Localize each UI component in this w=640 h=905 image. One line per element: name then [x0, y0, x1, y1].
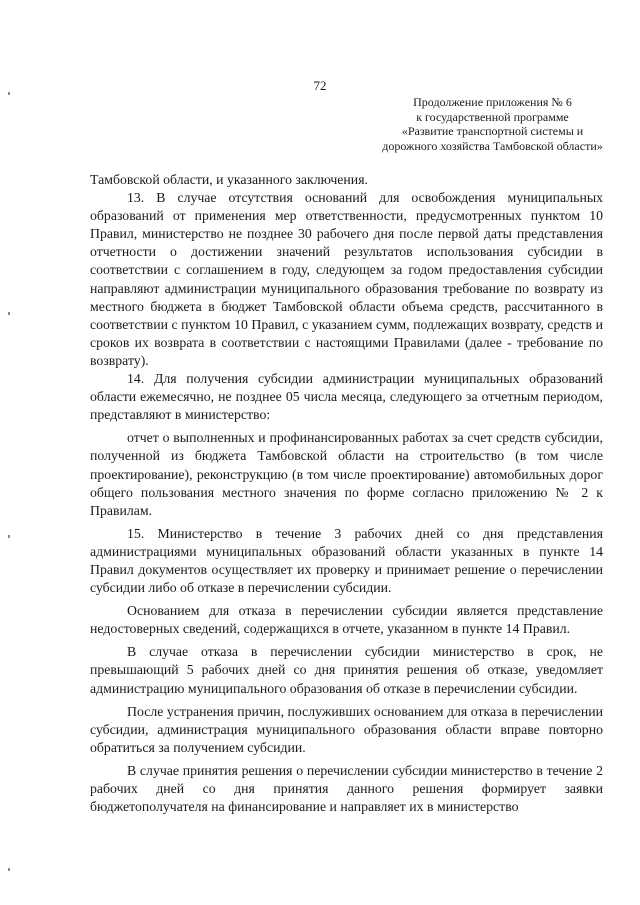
- paragraph-transfer-decision: В случае принятия решения о перечислении субсидии министерство в течение 2 рабочих дней со дня принятия данного решения формирует заявки бюджетополучателя на финансирование и направляет их в министерство: [90, 762, 603, 815]
- paragraph-reapply: После устранения причин, послуживших основанием для отказа в перечислении субсидии, администрация муниципального образования области вправе повторно обратиться за получением субсидии.: [90, 703, 603, 755]
- paragraph-report: отчет о выполненных и профинансированных работах за счет средств субсидии, полученной из бюджета Тамбовской области на строительство (в том числе проектирование), реконструкцию (в том числе проектирование) автомобильных дорог общего пользования местного значения по форме согласно приложению № 2 к Правилам.: [90, 430, 603, 518]
- scan-edge-mark: [8, 92, 10, 95]
- paragraph-refusal-basis: Основанием для отказа в перечислении субсидии является представление недостоверных сведений, содержащихся в отчете, указанном в пункте 14 Правил.: [90, 603, 603, 637]
- appendix-header-line: дорожного хозяйства Тамбовской области»: [382, 138, 603, 153]
- appendix-header-line: Продолжение приложения № 6: [413, 95, 572, 109]
- appendix-header-line: «Развитие транспортной системы и: [401, 124, 584, 138]
- paragraph-clause-15: 15. Министерство в течение 3 рабочих дней со дня представления администрациями муниципальных образований области указанных в пункте 14 Правил документов осуществляет их проверку и принимает решение о перечислении субсидии либо об отказе в перечислении субсидии.: [90, 525, 603, 596]
- scan-edge-mark: [8, 535, 10, 538]
- appendix-header-line: к государственной программе: [416, 109, 569, 124]
- paragraph-continuation: Тамбовской области, и указанного заключения.: [90, 172, 368, 187]
- scan-edge-mark: [8, 868, 10, 871]
- appendix-header: [370, 95, 615, 153]
- page-number: 72: [313, 78, 327, 93]
- document-body: [90, 171, 603, 816]
- paragraph-clause-14: 14. Для получения субсидии администрации муниципальных образований области ежемесячно, не позднее 05 числа месяца, следующего за отчетным периодом, представляют в министерство:: [90, 371, 603, 423]
- paragraph-clause-13: 13. В случае отсутствия оснований для освобождения муниципальных образований от применения мер ответственности, предусмотренных пунктом 10 Правил, министерство не позднее 30 рабочего дня после первой даты представления отчетности о достижении значений результатов использования субсидии в соответствии с соглашением в году, следующем за годом предоставления субсидии направляют администрации муниципального образования требование по возврату из местного бюджета в бюджет Тамбовской области объема средств, рассчитанного в соответствии с пунктом 10 Правил, с указанием сумм, подлежащих возврату, средств и сроков их возврата в соответствии с настоящими Правилами (далее - требование по возврату).: [90, 190, 603, 368]
- paragraph-refusal-notice: В случае отказа в перечислении субсидии министерство в срок, не превышающий 5 рабочих дней со дня принятия решения об отказе, уведомляет администрацию муниципального образования об отказе в перечислении субсидии.: [90, 644, 603, 696]
- scan-edge-mark: [8, 312, 10, 315]
